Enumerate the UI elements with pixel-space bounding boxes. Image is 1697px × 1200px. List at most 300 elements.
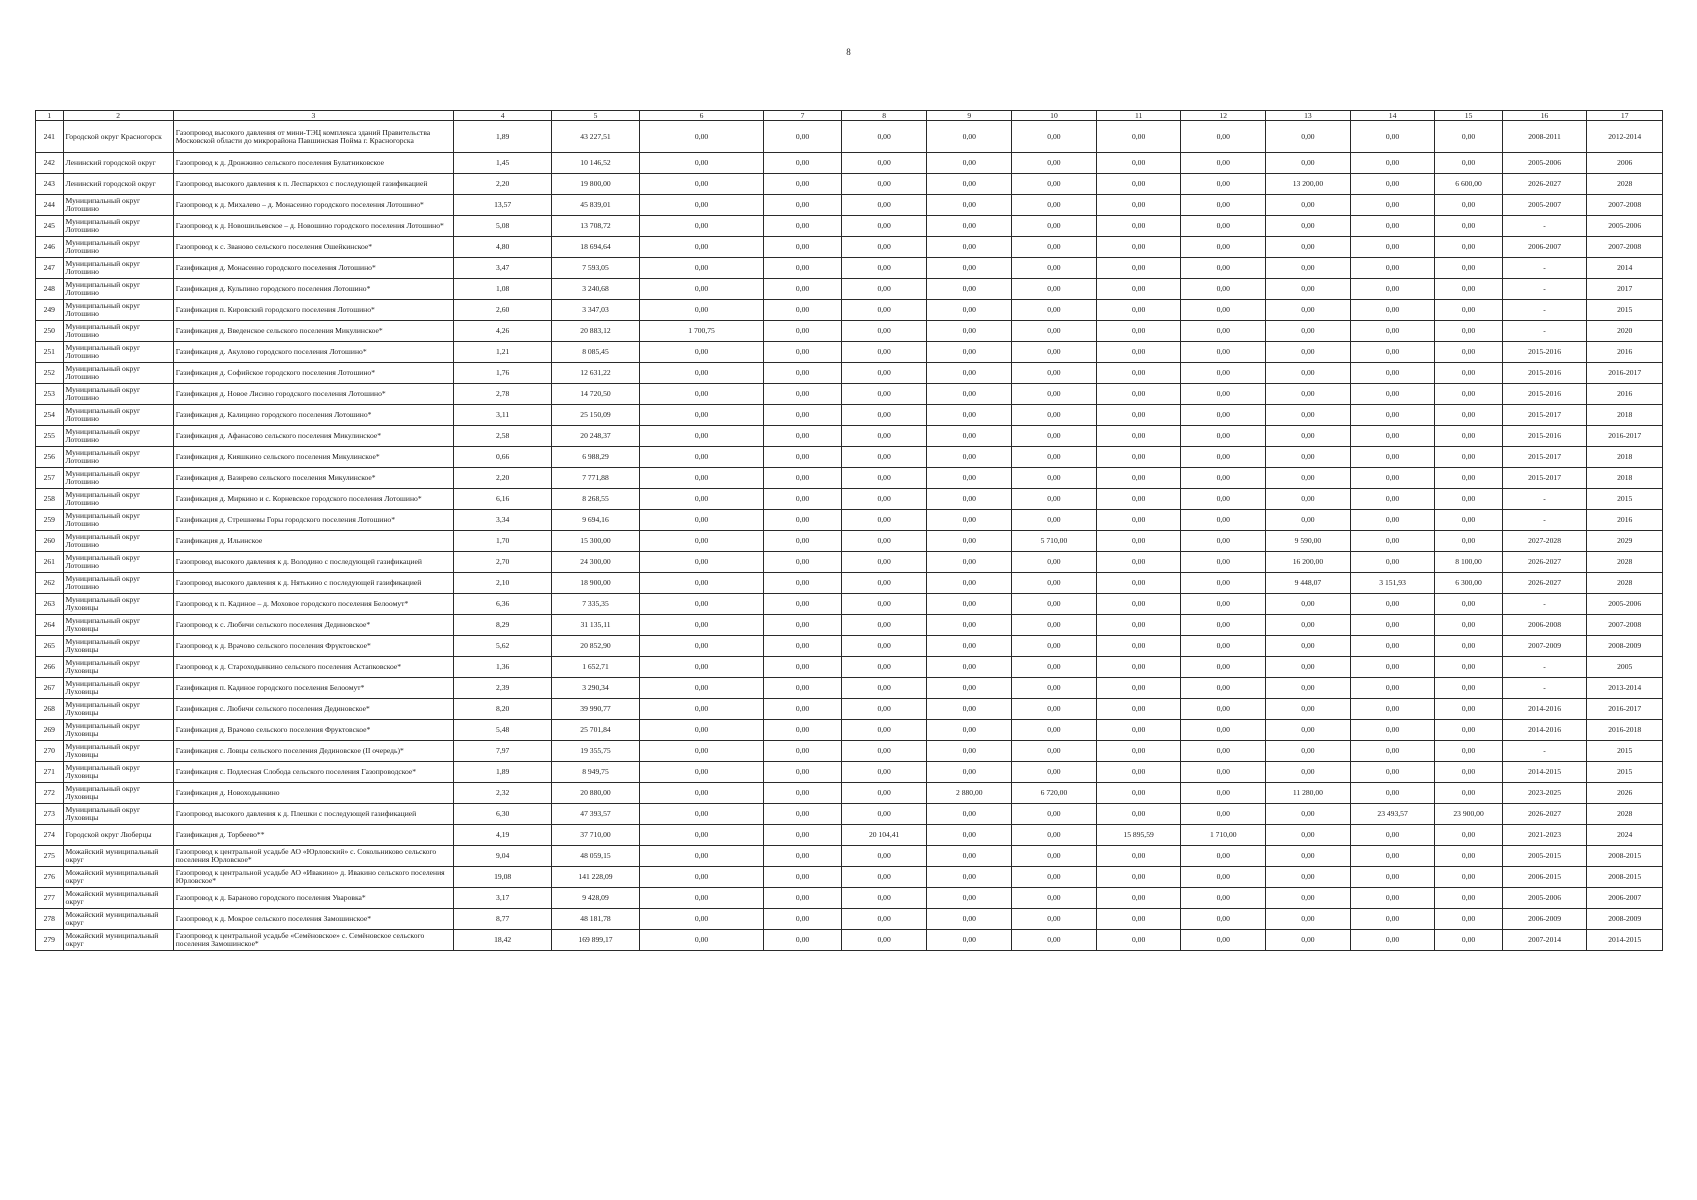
value-cell: - — [1502, 741, 1587, 762]
value-cell: 0,00 — [841, 657, 927, 678]
value-cell: 24 300,00 — [552, 552, 640, 573]
value-cell: 0,00 — [1012, 321, 1097, 342]
value-cell: 0,00 — [1012, 237, 1097, 258]
value-cell: 0,00 — [927, 468, 1012, 489]
municipality-cell: Муниципальный округ Луховицы — [63, 762, 173, 783]
value-cell: 0,00 — [1435, 121, 1502, 153]
value-cell: 4,26 — [454, 321, 552, 342]
value-cell: 0,00 — [927, 300, 1012, 321]
row-number-cell: 255 — [36, 426, 64, 447]
value-cell: 0,00 — [841, 783, 927, 804]
value-cell: 0,00 — [1266, 804, 1351, 825]
value-cell: 11 280,00 — [1266, 783, 1351, 804]
header-cell: 13 — [1266, 111, 1351, 121]
value-cell: 0,00 — [764, 363, 842, 384]
value-cell: 0,00 — [841, 153, 927, 174]
row-number-cell: 272 — [36, 783, 64, 804]
table-row — [36, 468, 1663, 489]
value-cell: 0,00 — [1181, 888, 1266, 909]
value-cell: 8,29 — [454, 615, 552, 636]
value-cell: 2021-2023 — [1502, 825, 1587, 846]
header-cell: 16 — [1502, 111, 1587, 121]
value-cell: 0,00 — [1096, 468, 1181, 489]
municipality-cell: Муниципальный округ Лотошино — [63, 426, 173, 447]
value-cell: 2007-2008 — [1587, 615, 1663, 636]
value-cell: 25 150,09 — [552, 405, 640, 426]
value-cell: 0,00 — [1181, 447, 1266, 468]
row-number-cell: 264 — [36, 615, 64, 636]
value-cell: 14 720,50 — [552, 384, 640, 405]
value-cell: 0,00 — [764, 279, 842, 300]
table-row — [36, 783, 1663, 804]
value-cell: 0,00 — [841, 279, 927, 300]
value-cell: 1,21 — [454, 342, 552, 363]
value-cell: 0,00 — [639, 678, 763, 699]
value-cell: 9 428,09 — [552, 888, 640, 909]
row-number-cell: 245 — [36, 216, 64, 237]
row-number-cell: 244 — [36, 195, 64, 216]
value-cell: 18,42 — [454, 930, 552, 951]
value-cell: 0,00 — [1181, 468, 1266, 489]
value-cell: 0,00 — [927, 762, 1012, 783]
value-cell: 0,00 — [1181, 552, 1266, 573]
value-cell: 0,00 — [927, 384, 1012, 405]
row-number-cell: 266 — [36, 657, 64, 678]
value-cell: 2007-2009 — [1502, 636, 1587, 657]
municipality-cell: Ленинский городской округ — [63, 174, 173, 195]
value-cell: 2006-2007 — [1502, 237, 1587, 258]
municipality-cell: Муниципальный округ Лотошино — [63, 300, 173, 321]
value-cell: 2024 — [1587, 825, 1663, 846]
value-cell: 19,08 — [454, 867, 552, 888]
value-cell: 0,00 — [1266, 867, 1351, 888]
value-cell: 20 852,90 — [552, 636, 640, 657]
row-number-cell: 250 — [36, 321, 64, 342]
table-row — [36, 279, 1663, 300]
value-cell: 0,00 — [1181, 783, 1266, 804]
value-cell: 0,00 — [841, 258, 927, 279]
value-cell: 0,00 — [1181, 405, 1266, 426]
value-cell: 0,00 — [764, 888, 842, 909]
value-cell: 0,00 — [764, 783, 842, 804]
value-cell: 0,00 — [1435, 699, 1502, 720]
value-cell: 0,00 — [1266, 121, 1351, 153]
row-number-cell: 269 — [36, 720, 64, 741]
value-cell: 2014-2015 — [1587, 930, 1663, 951]
value-cell: 47 393,57 — [552, 804, 640, 825]
value-cell: 0,00 — [927, 888, 1012, 909]
value-cell: 0,00 — [1096, 678, 1181, 699]
value-cell: 0,00 — [1096, 216, 1181, 237]
value-cell: 0,00 — [1350, 384, 1435, 405]
value-cell: 2006-2007 — [1587, 888, 1663, 909]
row-number-cell: 268 — [36, 699, 64, 720]
value-cell: 0,00 — [1181, 384, 1266, 405]
value-cell: 0,00 — [927, 657, 1012, 678]
row-number-cell: 276 — [36, 867, 64, 888]
object-name-cell: Газификация д. Стрешневы Горы городского поселения Лотошино* — [173, 510, 454, 531]
value-cell: 0,00 — [639, 342, 763, 363]
value-cell: 0,00 — [1012, 363, 1097, 384]
value-cell: - — [1502, 258, 1587, 279]
value-cell: 0,00 — [1096, 636, 1181, 657]
value-cell: 0,00 — [1181, 426, 1266, 447]
value-cell: 0,00 — [927, 237, 1012, 258]
value-cell: 0,00 — [1012, 447, 1097, 468]
value-cell: 0,00 — [639, 237, 763, 258]
value-cell: 2028 — [1587, 804, 1663, 825]
value-cell: 0,00 — [1350, 888, 1435, 909]
value-cell: 2015-2016 — [1502, 342, 1587, 363]
municipality-cell: Муниципальный округ Лотошино — [63, 195, 173, 216]
value-cell: 0,00 — [1096, 699, 1181, 720]
value-cell: 0,00 — [1266, 384, 1351, 405]
value-cell: 0,00 — [764, 678, 842, 699]
header-cell: 4 — [454, 111, 552, 121]
value-cell: 0,00 — [639, 783, 763, 804]
value-cell: 0,00 — [1435, 237, 1502, 258]
value-cell: - — [1502, 678, 1587, 699]
table-row — [36, 531, 1663, 552]
row-number-cell: 274 — [36, 825, 64, 846]
value-cell: 0,00 — [1012, 762, 1097, 783]
value-cell: 10 146,52 — [552, 153, 640, 174]
value-cell: 0,00 — [1181, 195, 1266, 216]
value-cell: 0,00 — [1096, 489, 1181, 510]
value-cell: 0,00 — [1435, 678, 1502, 699]
header-cell: 3 — [173, 111, 454, 121]
object-name-cell: Газификация д. Введенское сельского поселения Микулинское* — [173, 321, 454, 342]
object-name-cell: Газификация д. Вазирево сельского поселения Микулинское* — [173, 468, 454, 489]
municipality-cell: Муниципальный округ Лотошино — [63, 447, 173, 468]
value-cell: 0,00 — [841, 447, 927, 468]
value-cell: 6,36 — [454, 594, 552, 615]
value-cell: 0,00 — [1435, 762, 1502, 783]
value-cell: 0,00 — [1096, 300, 1181, 321]
value-cell: 1,70 — [454, 531, 552, 552]
value-cell: 0,00 — [1181, 363, 1266, 384]
value-cell: 0,00 — [1012, 804, 1097, 825]
value-cell: 0,00 — [1096, 426, 1181, 447]
object-name-cell: Газопровод к д. Староходынкино сельского поселения Астапковское* — [173, 657, 454, 678]
value-cell: 2023-2025 — [1502, 783, 1587, 804]
value-cell: 2005-2006 — [1587, 216, 1663, 237]
value-cell: 0,00 — [927, 846, 1012, 867]
value-cell: 0,00 — [639, 195, 763, 216]
value-cell: 0,00 — [1012, 930, 1097, 951]
value-cell: 2006-2009 — [1502, 909, 1587, 930]
row-number-cell: 262 — [36, 573, 64, 594]
row-number-cell: 246 — [36, 237, 64, 258]
municipality-cell: Муниципальный округ Лотошино — [63, 342, 173, 363]
municipality-cell: Можайский муниципальный округ — [63, 888, 173, 909]
value-cell: 0,00 — [639, 426, 763, 447]
value-cell: 0,00 — [1435, 468, 1502, 489]
table-row — [36, 930, 1663, 951]
value-cell: 0,00 — [841, 384, 927, 405]
header-cell: 10 — [1012, 111, 1097, 121]
value-cell: 9,04 — [454, 846, 552, 867]
value-cell: 20 248,37 — [552, 426, 640, 447]
value-cell: 0,00 — [1096, 573, 1181, 594]
value-cell: 0,00 — [764, 720, 842, 741]
value-cell: 2012-2014 — [1587, 121, 1663, 153]
value-cell: 0,00 — [1012, 552, 1097, 573]
value-cell: 0,00 — [841, 321, 927, 342]
municipality-cell: Городской округ Красногорск — [63, 121, 173, 153]
value-cell: 0,00 — [1350, 447, 1435, 468]
value-cell: 6 720,00 — [1012, 783, 1097, 804]
value-cell: 0,00 — [1012, 489, 1097, 510]
value-cell: 0,00 — [1012, 888, 1097, 909]
value-cell: 0,00 — [1096, 783, 1181, 804]
value-cell: 0,00 — [764, 510, 842, 531]
value-cell: 0,00 — [841, 489, 927, 510]
value-cell: 0,00 — [764, 405, 842, 426]
value-cell: 0,00 — [1350, 720, 1435, 741]
value-cell: 0,00 — [1096, 930, 1181, 951]
object-name-cell: Газопровод к с. Любичи сельского поселения Дединовское* — [173, 615, 454, 636]
table-row — [36, 195, 1663, 216]
value-cell: 0,00 — [1350, 363, 1435, 384]
value-cell: 2008-2009 — [1587, 636, 1663, 657]
value-cell: 2,32 — [454, 783, 552, 804]
value-cell: - — [1502, 657, 1587, 678]
value-cell: - — [1502, 321, 1587, 342]
value-cell: 0,00 — [841, 699, 927, 720]
value-cell: - — [1502, 510, 1587, 531]
value-cell: 0,00 — [1350, 321, 1435, 342]
value-cell: 1 652,71 — [552, 657, 640, 678]
value-cell: 48 059,15 — [552, 846, 640, 867]
header-cell: 15 — [1435, 111, 1502, 121]
value-cell: 0,00 — [1181, 531, 1266, 552]
value-cell: 2006-2015 — [1502, 867, 1587, 888]
value-cell: 0,00 — [1266, 615, 1351, 636]
municipality-cell: Муниципальный округ Лотошино — [63, 573, 173, 594]
value-cell: 5,08 — [454, 216, 552, 237]
value-cell: 0,00 — [1435, 636, 1502, 657]
value-cell: 0,00 — [841, 426, 927, 447]
value-cell: 0,00 — [1096, 321, 1181, 342]
object-name-cell: Газификация д. Софийское городского поселения Лотошино* — [173, 363, 454, 384]
value-cell: 2006 — [1587, 153, 1663, 174]
value-cell: 0,00 — [1012, 405, 1097, 426]
object-name-cell: Газопровод к д. Михалево – д. Монасеино городского поселения Лотошино* — [173, 195, 454, 216]
value-cell: 0,00 — [1435, 342, 1502, 363]
value-cell: 0,00 — [1350, 762, 1435, 783]
value-cell: 0,00 — [764, 426, 842, 447]
municipality-cell: Можайский муниципальный округ — [63, 930, 173, 951]
value-cell: 0,00 — [1012, 909, 1097, 930]
value-cell: 3 151,93 — [1350, 573, 1435, 594]
value-cell: 2005-2006 — [1502, 153, 1587, 174]
value-cell: 0,00 — [764, 930, 842, 951]
value-cell: 0,00 — [1435, 783, 1502, 804]
value-cell: 0,00 — [1096, 594, 1181, 615]
value-cell: 0,00 — [927, 321, 1012, 342]
table-row — [36, 321, 1663, 342]
value-cell: 0,00 — [1096, 720, 1181, 741]
value-cell: 0,00 — [639, 699, 763, 720]
value-cell: 0,00 — [1181, 342, 1266, 363]
value-cell: 0,00 — [1181, 804, 1266, 825]
value-cell: 0,00 — [1435, 300, 1502, 321]
value-cell: 0,00 — [927, 258, 1012, 279]
table-row — [36, 216, 1663, 237]
value-cell: 0,00 — [764, 615, 842, 636]
municipality-cell: Муниципальный округ Лотошино — [63, 531, 173, 552]
object-name-cell: Газификация д. Афанасово сельского поселения Микулинское* — [173, 426, 454, 447]
table-row — [36, 636, 1663, 657]
value-cell: 0,00 — [1181, 594, 1266, 615]
value-cell: 0,00 — [1096, 342, 1181, 363]
value-cell: 0,00 — [1012, 867, 1097, 888]
value-cell: 0,00 — [1181, 867, 1266, 888]
row-number-cell: 263 — [36, 594, 64, 615]
value-cell: 0,00 — [1096, 279, 1181, 300]
value-cell: 3,17 — [454, 888, 552, 909]
value-cell: 2007-2008 — [1587, 237, 1663, 258]
value-cell: 0,00 — [639, 258, 763, 279]
table-row — [36, 573, 1663, 594]
row-number-cell: 242 — [36, 153, 64, 174]
value-cell: 2015-2017 — [1502, 468, 1587, 489]
value-cell: 0,00 — [1012, 153, 1097, 174]
object-name-cell: Газопровод к д. Новошильевское – д. Новошино городского поселения Лотошино* — [173, 216, 454, 237]
value-cell: 0,00 — [1012, 300, 1097, 321]
object-name-cell: Газопровод высокого давления к п. Леспаркхоз с последующей газификацией — [173, 174, 454, 195]
value-cell: 0,00 — [927, 636, 1012, 657]
value-cell: 2026 — [1587, 783, 1663, 804]
value-cell: 0,00 — [1266, 426, 1351, 447]
value-cell: 8 100,00 — [1435, 552, 1502, 573]
table-row — [36, 804, 1663, 825]
page-number: 8 — [846, 47, 851, 57]
value-cell: 0,00 — [1435, 384, 1502, 405]
value-cell: 18 694,64 — [552, 237, 640, 258]
value-cell: 5 710,00 — [1012, 531, 1097, 552]
value-cell: 0,00 — [764, 762, 842, 783]
value-cell: 8,77 — [454, 909, 552, 930]
value-cell: 2,20 — [454, 174, 552, 195]
table-row — [36, 121, 1663, 153]
value-cell: 23 900,00 — [1435, 804, 1502, 825]
municipality-cell: Муниципальный округ Луховицы — [63, 615, 173, 636]
value-cell: 2005 — [1587, 657, 1663, 678]
value-cell: 2015-2016 — [1502, 363, 1587, 384]
value-cell: 2018 — [1587, 405, 1663, 426]
value-cell: 0,00 — [927, 531, 1012, 552]
value-cell: 0,00 — [639, 363, 763, 384]
value-cell: - — [1502, 279, 1587, 300]
value-cell: 0,00 — [1012, 342, 1097, 363]
value-cell: 0,00 — [764, 657, 842, 678]
row-number-cell: 277 — [36, 888, 64, 909]
value-cell: 0,00 — [1350, 531, 1435, 552]
value-cell: 0,00 — [764, 258, 842, 279]
value-cell: 0,00 — [927, 447, 1012, 468]
municipality-cell: Муниципальный округ Лотошино — [63, 363, 173, 384]
value-cell: 25 701,84 — [552, 720, 640, 741]
value-cell: 0,00 — [1350, 699, 1435, 720]
value-cell: 0,00 — [639, 846, 763, 867]
value-cell: 6,16 — [454, 489, 552, 510]
value-cell: 0,00 — [1096, 153, 1181, 174]
value-cell: 2008-2015 — [1587, 867, 1663, 888]
value-cell: 6 600,00 — [1435, 174, 1502, 195]
value-cell: 43 227,51 — [552, 121, 640, 153]
value-cell: 4,19 — [454, 825, 552, 846]
value-cell: 0,00 — [639, 741, 763, 762]
row-number-cell: 259 — [36, 510, 64, 531]
value-cell: 0,00 — [1096, 384, 1181, 405]
value-cell: 2005-2006 — [1502, 888, 1587, 909]
value-cell: 0,00 — [1350, 405, 1435, 426]
value-cell: 0,00 — [1181, 174, 1266, 195]
municipality-cell: Муниципальный округ Лотошино — [63, 279, 173, 300]
value-cell: 0,00 — [1350, 174, 1435, 195]
value-cell: 0,00 — [1181, 636, 1266, 657]
header-cell: 17 — [1587, 111, 1663, 121]
value-cell: 0,00 — [1096, 762, 1181, 783]
table-row — [36, 258, 1663, 279]
value-cell: 0,00 — [1266, 342, 1351, 363]
value-cell: 0,00 — [1181, 846, 1266, 867]
value-cell: 2016-2017 — [1587, 426, 1663, 447]
row-number-cell: 273 — [36, 804, 64, 825]
municipality-cell: Муниципальный округ Лотошино — [63, 384, 173, 405]
value-cell: 0,00 — [1266, 321, 1351, 342]
value-cell: 3 290,34 — [552, 678, 640, 699]
value-cell: 0,00 — [764, 531, 842, 552]
value-cell: 0,00 — [1096, 846, 1181, 867]
value-cell: 2,78 — [454, 384, 552, 405]
value-cell: 0,00 — [1350, 930, 1435, 951]
value-cell: 0,00 — [841, 594, 927, 615]
table-row — [36, 615, 1663, 636]
value-cell: 3,47 — [454, 258, 552, 279]
value-cell: 0,00 — [639, 468, 763, 489]
table-row — [36, 384, 1663, 405]
value-cell: 0,00 — [1181, 153, 1266, 174]
value-cell: 0,00 — [764, 636, 842, 657]
value-cell: 0,00 — [1350, 825, 1435, 846]
value-cell: 0,00 — [927, 615, 1012, 636]
object-name-cell: Газификация д. Новое Лисино городского поселения Лотошино* — [173, 384, 454, 405]
value-cell: 0,00 — [1435, 720, 1502, 741]
value-cell: 0,00 — [927, 930, 1012, 951]
value-cell: 0,00 — [927, 174, 1012, 195]
value-cell: 3,34 — [454, 510, 552, 531]
value-cell: 0,00 — [1350, 594, 1435, 615]
value-cell: 0,00 — [1435, 363, 1502, 384]
value-cell: 0,00 — [639, 762, 763, 783]
value-cell: 0,00 — [841, 720, 927, 741]
municipality-cell: Муниципальный округ Лотошино — [63, 405, 173, 426]
value-cell: 37 710,00 — [552, 825, 640, 846]
table-row — [36, 594, 1663, 615]
object-name-cell: Газификация д. Монасеино городского поселения Лотошино* — [173, 258, 454, 279]
value-cell: 0,00 — [639, 384, 763, 405]
value-cell: 0,00 — [1350, 153, 1435, 174]
value-cell: 0,00 — [1266, 762, 1351, 783]
value-cell: 0,00 — [927, 867, 1012, 888]
object-name-cell: Газификация д. Торбеево** — [173, 825, 454, 846]
table-row — [36, 447, 1663, 468]
value-cell: 0,00 — [1096, 741, 1181, 762]
value-cell: 0,00 — [1266, 447, 1351, 468]
